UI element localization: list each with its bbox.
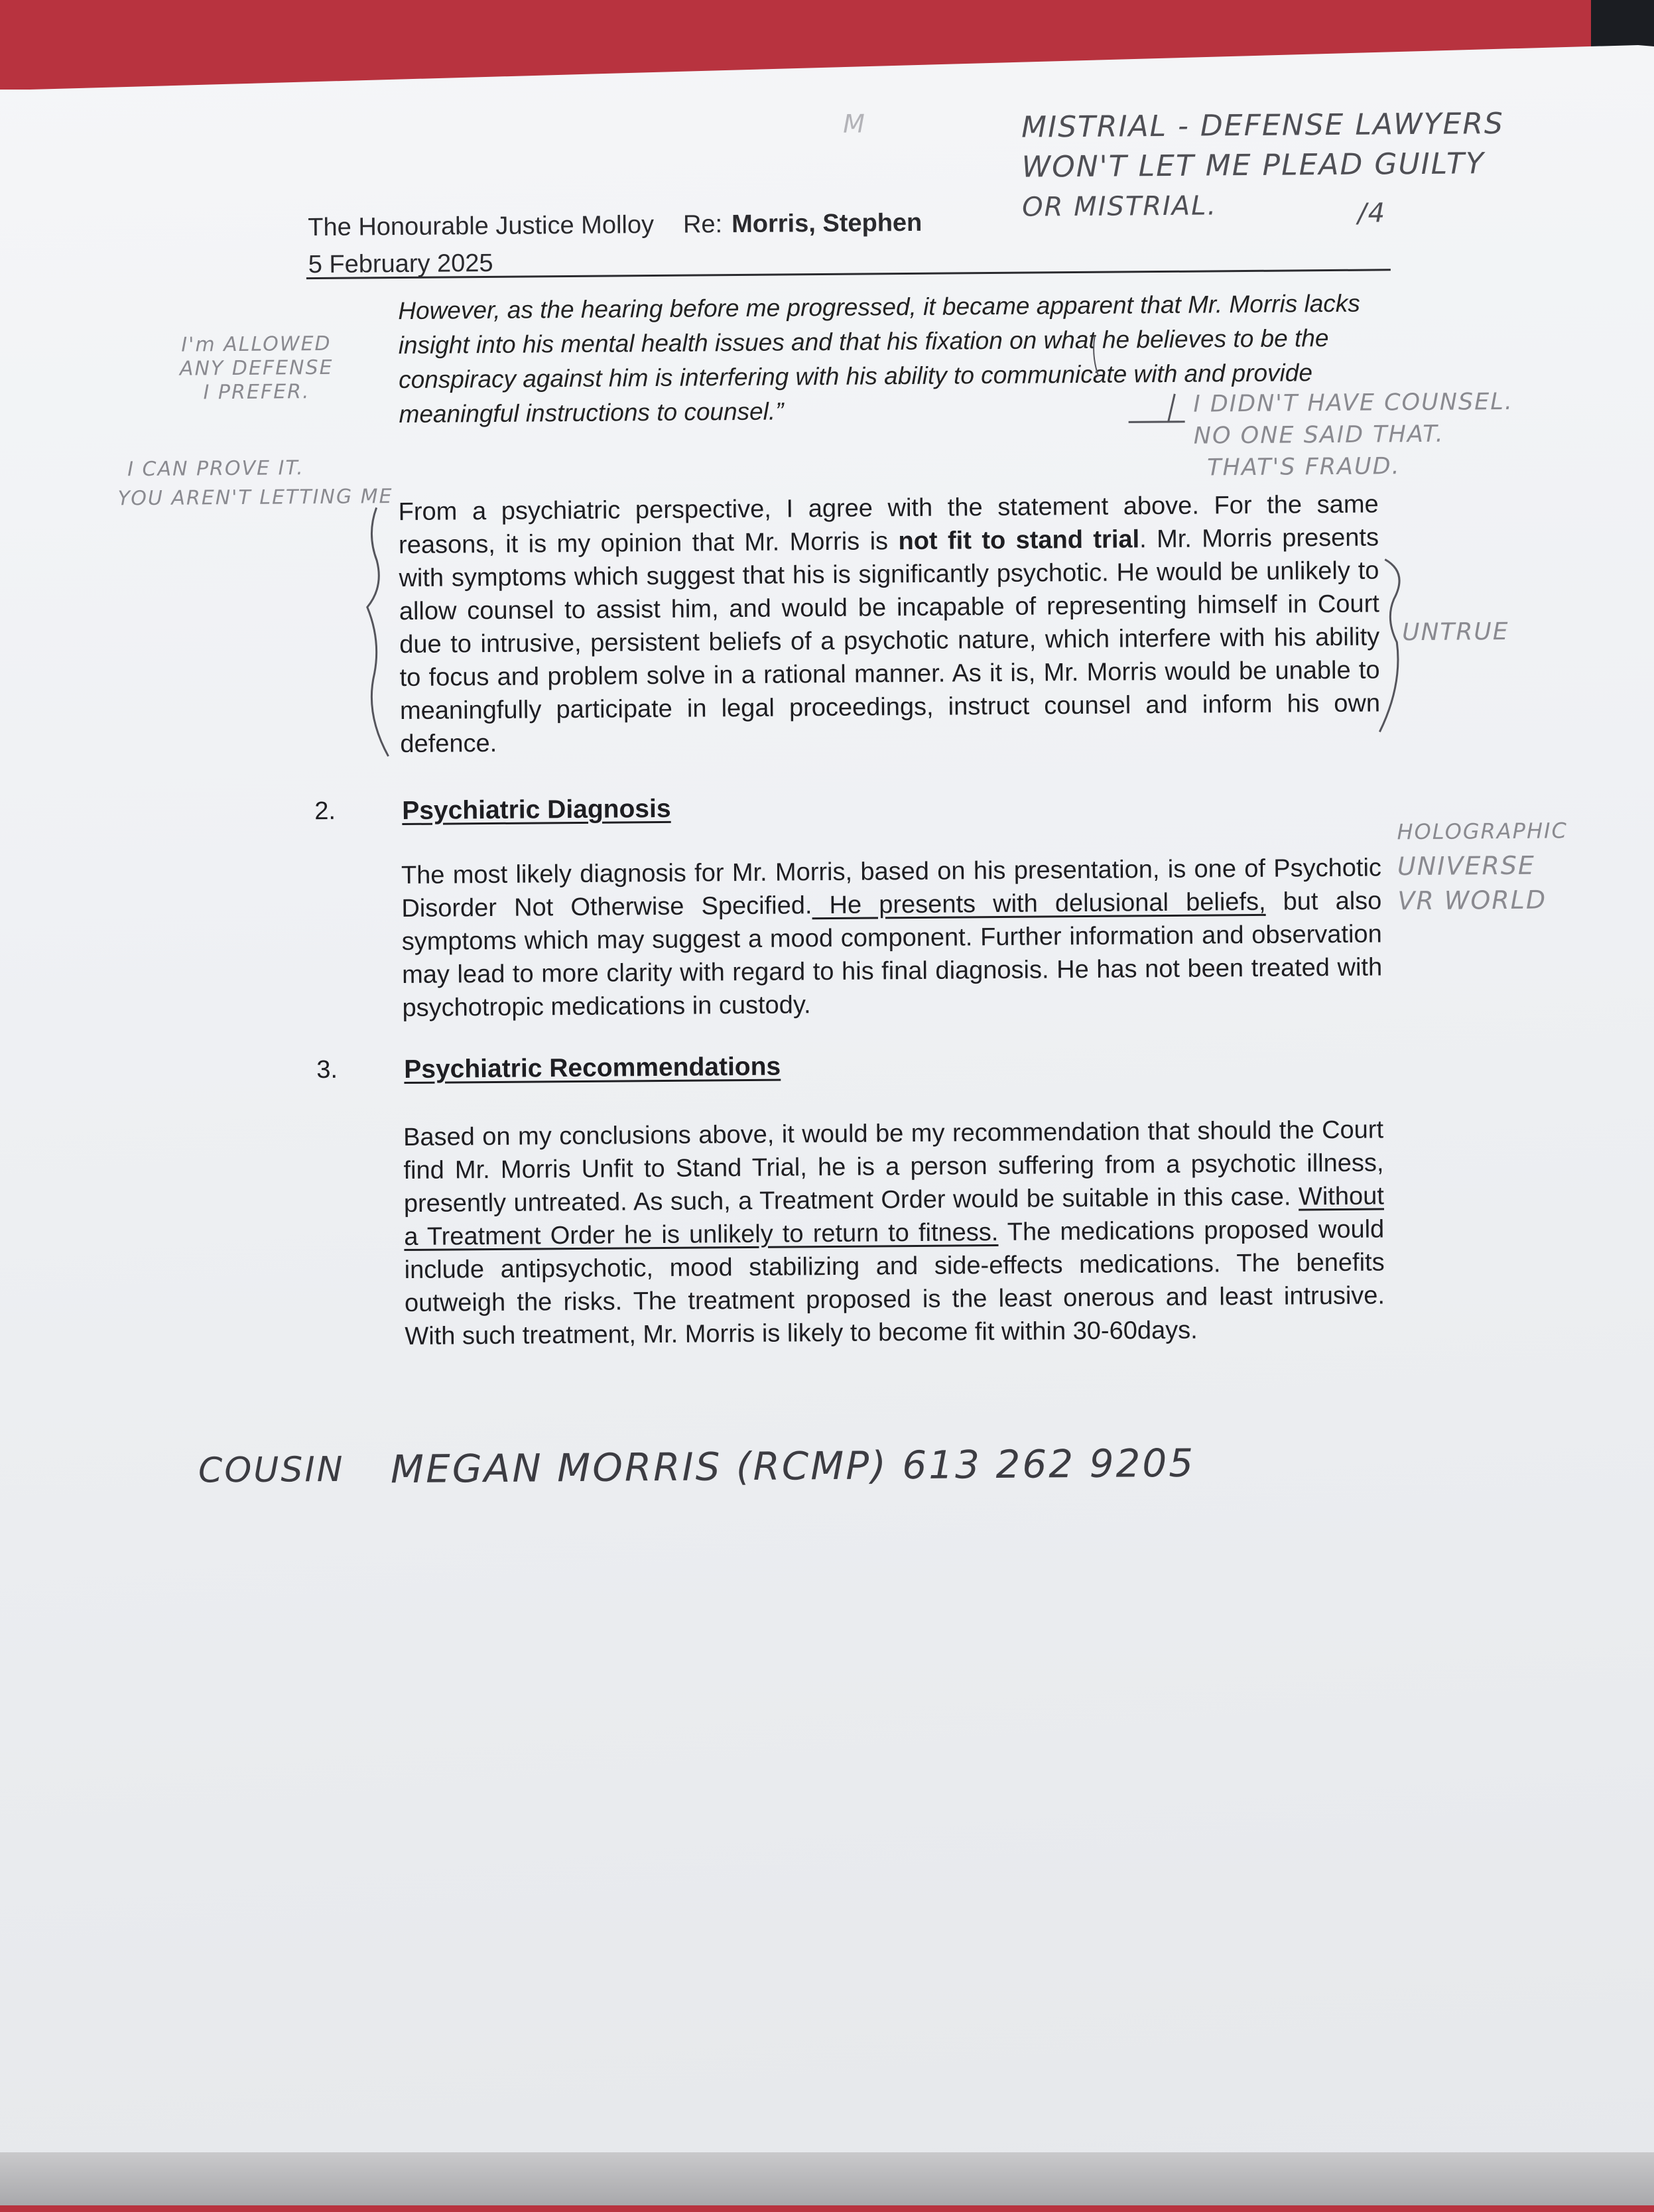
court-quote: However, as the hearing before me progressed, it became apparent that Mr. Morris lacks insight into his mental health issues and that his fixation on what he believes to be the conspiracy against him is interfering with his ability to communicate with and provide meaningful instructions to counsel.” [398, 289, 1360, 428]
letter-date: 5 February 2025 [308, 249, 493, 279]
holo-note-line-1: HOLOGRAPHIC [1397, 818, 1568, 845]
opinion-text-2: . Mr. Morris presents with symptoms which suggest that his is significantly psychotic. He would be unlikely to allow counsel to assist him, and would be incapable of representing himself in Court due to intrusive, persistent beliefs of a psychotic nature, which interfere with his ability to focus and problem solve in a rational manner. As it is, Mr. Morris would be unable to meaningfully participate in legal proceedings, instruct counsel and inform his own defence. [399, 523, 1381, 759]
left-bracket-mark [367, 507, 389, 756]
left-note-line-1: I'm ALLOWED [181, 332, 332, 357]
page-number: /4 [1358, 198, 1387, 229]
handwritten-top-mark: M [842, 109, 867, 139]
opinion-text-1: From a psychiatric perspective, I agree with the statement above. For the same reasons, it is my opinion that Mr. Morris is [398, 490, 1379, 560]
handwritten-untrue-note: UNTRUE [1402, 618, 1509, 647]
opinion-bold: not fit to stand trial [898, 525, 1140, 556]
counsel-note-line-2: NO ONE SAID THAT. [1193, 421, 1444, 450]
left-note-line-2: ANY DEFENSE [179, 356, 334, 381]
counsel-note-line-3: THAT'S FRAUD. [1207, 453, 1401, 482]
patient-name: Morris, Stephen [731, 208, 922, 239]
insert-mark [1094, 336, 1098, 376]
left-note-line-5: YOU AREN'T LETTING ME [117, 485, 393, 511]
holo-note-line-3: VR WORLD [1397, 885, 1547, 916]
recommendations-text-2: The medications proposed would include antipsychotic, mood stabilizing and side-effects medications. The benefits outweigh the risks. The treatment proposed is the least onerous and least intrusive. With such treatment, Mr. Morris is likely to become fit within 30-60days. [404, 1215, 1385, 1351]
diagnosis-text-2: but also symptoms which may suggest a mood component. Further information and observation may lead to more clarity with regard to his final diagnosis. He has not been treated with psychotropic medications in custody. [401, 887, 1383, 1023]
left-note-line-4: I CAN PROVE IT. [127, 456, 304, 482]
mistrial-line-3: OR MISTRIAL. [1021, 190, 1218, 223]
mistrial-line-1: MISTRIAL - DEFENSE LAWYERS [1021, 106, 1505, 145]
counsel-note-line-1: I DIDN'T HAVE COUNSEL. [1193, 388, 1514, 418]
diagnosis-text-1: The most likely diagnosis for Mr. Morris, based on his presentation, is one of Psychotic Disorder Not Otherwise Specified. [401, 854, 1382, 923]
recommendations-text-1: Based on my conclusions above, it would be my recommendation that should the Court find Mr. Morris Unfit to Stand Trial, he is a person suffering from a psychotic illness, presently untreated. As such, a Treatment Order would be suitable in this case. [403, 1116, 1384, 1218]
section-number-3: 3. [316, 1055, 338, 1084]
quote-end-mark [1128, 394, 1184, 423]
section-number-2: 2. [314, 797, 336, 826]
handwritten-contact: MEGAN MORRIS (RCMP) 613 262 9205 [390, 1440, 1196, 1492]
diagnosis-underlined: He presents with delusional beliefs, [812, 887, 1266, 920]
re-label: Re: [682, 210, 723, 239]
recommendations-underlined: Without a Treatment Order he is unlikely to return to fitness. [404, 1182, 1385, 1252]
right-bracket-mark [1378, 559, 1401, 732]
holo-note-line-2: UNIVERSE [1397, 850, 1536, 881]
section-heading-diagnosis: Psychiatric Diagnosis [402, 794, 671, 826]
recipient: The Honourable Justice Molloy [308, 211, 655, 242]
mistrial-line-2: WON'T LET ME PLEAD GUILTY [1021, 147, 1486, 184]
handwritten-cousin-label: COUSIN [198, 1449, 345, 1491]
left-note-line-3: I PREFER. [203, 380, 310, 405]
section-heading-recommendations: Psychiatric Recommendations [404, 1052, 781, 1084]
